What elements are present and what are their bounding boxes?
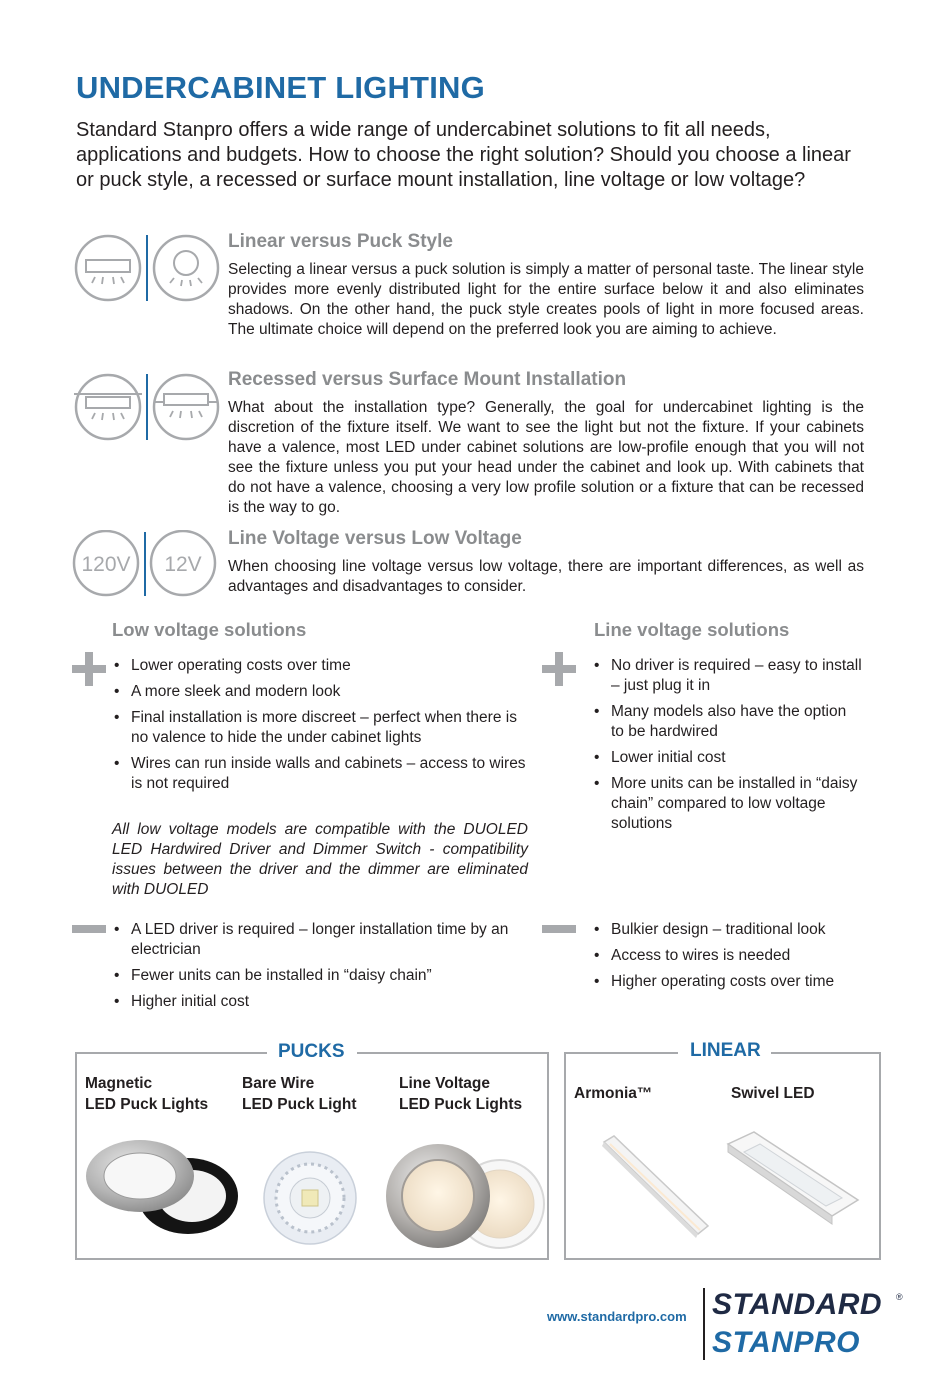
linear-box-top-right <box>768 1052 881 1054</box>
product-armonia: Armonia™ <box>574 1085 653 1102</box>
recessed-surface-icons <box>70 372 220 442</box>
product-name-line1: Line Voltage <box>399 1075 491 1092</box>
linear-puck-icons <box>70 233 220 303</box>
product-name-line2: LED Puck Lights <box>399 1096 523 1113</box>
list-item: • Access to wires is needed <box>592 946 872 966</box>
bare-wire-puck-image <box>262 1150 358 1246</box>
logo-divider <box>703 1288 705 1360</box>
stanpro-logo: STANPRO <box>712 1326 860 1359</box>
voltage-120-label: 120V <box>81 553 131 576</box>
standard-logo: STANDARD <box>712 1288 883 1321</box>
duoled-note: All low voltage models are compatible with the DUOLED LED Hardwired Driver and Dimmer Switch - compatibility issues between the driver and the dimmer are eliminated with DUOLED <box>112 821 528 898</box>
linear-title: LINEAR <box>680 1040 771 1062</box>
product-bare-wire-puck <box>242 1073 357 1115</box>
pucks-box-top-left <box>75 1052 267 1054</box>
product-name-line1: Magnetic <box>85 1075 153 1092</box>
puck-fixture-icon <box>154 236 218 300</box>
list-item: • Higher initial cost <box>112 992 532 1012</box>
list-item: • Bulkier design – traditional look <box>592 920 872 940</box>
line-voltage-cons-list <box>592 920 872 998</box>
section-title-voltage: Line Voltage versus Low Voltage <box>228 528 522 549</box>
magnetic-puck-image <box>84 1138 240 1238</box>
product-line-voltage-puck <box>399 1073 522 1115</box>
list-item: • Final installation is more discreet – perfect when there is no valence to hide the under cabinet lights <box>112 708 532 748</box>
section-title-linear-puck: Linear versus Puck Style <box>228 231 453 252</box>
plus-icon <box>542 652 576 686</box>
swivel-led-linear-image <box>720 1130 862 1226</box>
website-link[interactable]: www.standardpro.com <box>547 1309 687 1324</box>
low-voltage-cons-list <box>112 920 532 1018</box>
registered-mark: ® <box>896 1292 903 1302</box>
minus-icon <box>72 925 106 933</box>
section-body-recessed-surface: What about the installation type? Generally, the goal for undercabinet lighting is the discretion of the fixture itself. We want to see the light but not the fixture. If your cabinets have a valence, most LED under cabinet solutions are low-profile enough that you will not see the fixture unless you put your head under the cabinet and look up. With cabinets that do not have a valence, choosing a very low profile solution or a fixture that can be recessed is the way to go. <box>228 399 864 516</box>
pucks-title: PUCKS <box>268 1041 355 1063</box>
list-item: • Wires can run inside walls and cabinets – access to wires is not required <box>112 754 532 794</box>
low-voltage-heading: Low voltage solutions <box>112 619 307 640</box>
intro-paragraph: Standard Stanpro offers a wide range of undercabinet solutions to fit all needs, applications and budgets. How to choose the right solution? Should you choose a linear or puck style, a recessed or surface mount installation, line voltage or low voltage? <box>76 119 851 191</box>
list-item: • A more sleek and modern look <box>112 682 532 702</box>
list-item: • No driver is required – easy to install – just plug it in <box>592 656 862 696</box>
voltage-12-label: 12V <box>164 553 202 576</box>
list-item: • More units can be installed in “daisy chain” compared to low voltage solutions <box>592 774 862 834</box>
line-voltage-heading: Line voltage solutions <box>594 619 790 640</box>
recessed-mount-icon <box>154 375 218 439</box>
pucks-box-top-right <box>357 1052 549 1054</box>
minus-icon <box>542 925 576 933</box>
product-swivel-led: Swivel LED <box>731 1085 815 1102</box>
section-title-recessed-surface: Recessed versus Surface Mount Installation <box>228 369 627 390</box>
linear-box-top-left <box>564 1052 678 1054</box>
product-magnetic-puck <box>85 1073 208 1115</box>
product-name-line2: LED Puck Lights <box>85 1096 209 1113</box>
product-name-line2: LED Puck Light <box>242 1096 357 1113</box>
line-voltage-pros-list <box>592 656 862 840</box>
product-name-line1: Bare Wire <box>242 1075 315 1092</box>
plus-icon <box>72 652 106 686</box>
voltage-icons <box>70 530 220 600</box>
line-voltage-puck-image <box>384 1142 546 1250</box>
armonia-linear-image <box>596 1130 716 1242</box>
list-item: • Higher operating costs over time <box>592 972 872 992</box>
list-item: • Lower operating costs over time <box>112 656 532 676</box>
page-title: UNDERCABINET LIGHTING <box>76 70 485 105</box>
list-item: • Fewer units can be installed in “daisy chain” <box>112 966 532 986</box>
list-item: • Lower initial cost <box>592 748 862 768</box>
list-item: • Many models also have the option to be hardwired <box>592 702 862 742</box>
list-item: • A LED driver is required – longer installation time by an electrician <box>112 920 532 960</box>
low-voltage-pros-list <box>112 656 532 800</box>
section-body-voltage: When choosing line voltage versus low voltage, there are important differences, as well as advantages and disadvantages to consider. <box>228 558 864 595</box>
section-body-linear-puck: Selecting a linear versus a puck solution is simply a matter of personal taste. The linear style provides more evenly distributed light for the entire surface below it and also eliminates shadows. On the other hand, the puck style creates pools of light in more focused areas. The ultimate choice will depend on the preferred look you are aiming to achieve. <box>228 261 864 338</box>
